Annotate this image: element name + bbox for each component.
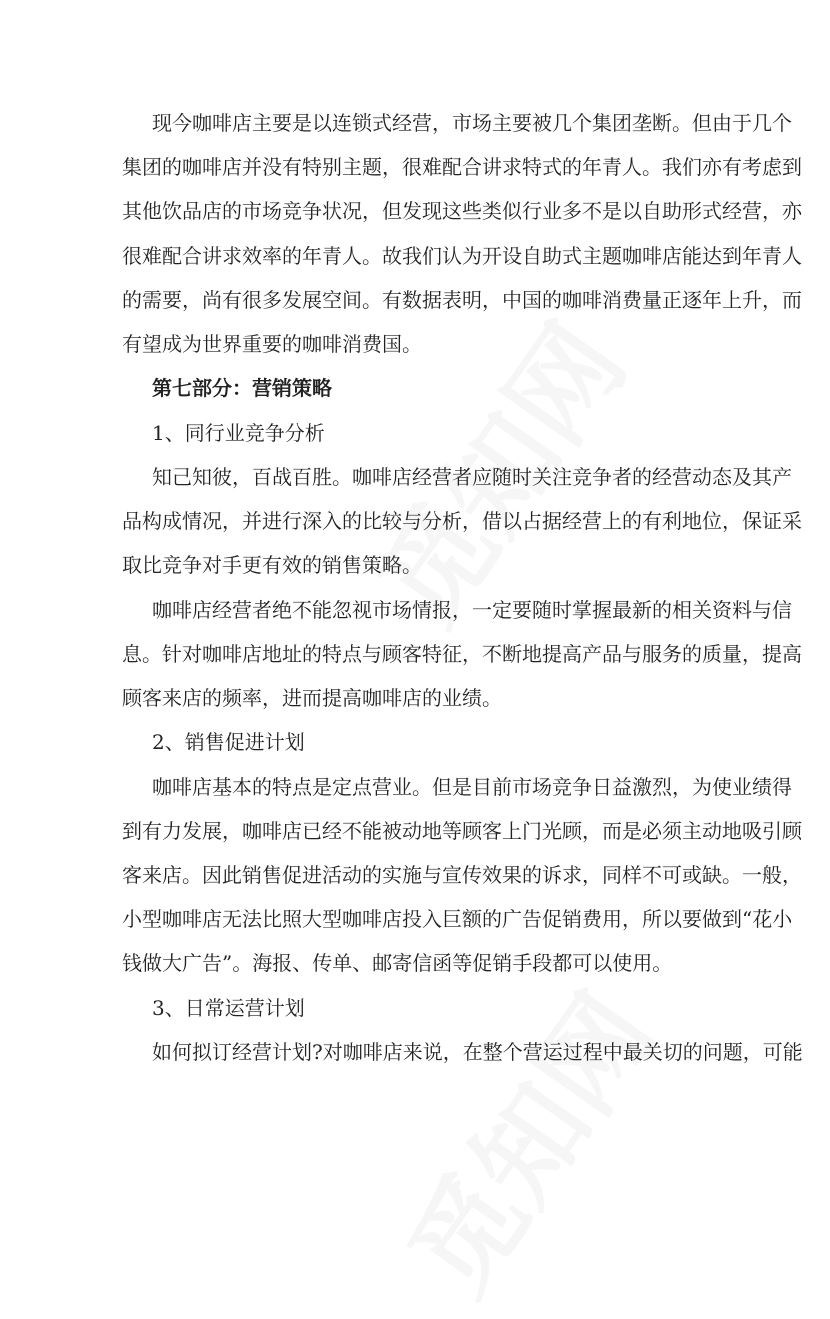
text-line: 1、同行业竞争分析	[152, 420, 325, 445]
text-line: 有望成为世界重要的咖啡消费国。	[122, 332, 422, 357]
text-line: 到有力发展，咖啡店已经不能被动地等顾客上门光顾，而是必须主动地吸引顾	[122, 818, 802, 843]
text-line: 集团的咖啡店并没有特别主题，很难配合讲求特式的年青人。我们亦有考虑到	[122, 155, 802, 180]
text-line: 咖啡店基本的特点是定点营业。但是目前市场竞争日益激烈，为使业绩得	[152, 774, 792, 799]
text-line: 的需要，尚有很多发展空间。有数据表明，中国的咖啡消费量正逐年上升，而	[122, 287, 802, 312]
text-line: 钱做大广告”。海报、传单、邮寄信函等促销手段都可以使用。	[122, 951, 673, 976]
text-line: 咖啡店经营者绝不能忽视市场情报，一定要随时掌握最新的相关资料与信	[152, 597, 792, 622]
text-line: 息。针对咖啡店地址的特点与顾客特征，不断地提高产品与服务的质量，提高	[122, 641, 802, 666]
text-line: 小型咖啡店无法比照大型咖啡店投入巨额的广告促销费用，所以要做到“花小	[122, 907, 793, 932]
section-heading: 第七部分：营销策略	[152, 376, 332, 401]
text-line: 如何拟订经营计划?对咖啡店来说，在整个营运过程中最关切的问题，可能	[152, 1039, 803, 1064]
text-line: 品构成情况，并进行深入的比较与分析，借以占据经营上的有利地位，保证采	[122, 509, 802, 534]
text-line: 很难配合讲求效率的年青人。故我们认为开设自助式主题咖啡店能达到年青人	[122, 243, 802, 268]
text-line: 客来店。因此销售促进活动的实施与宣传效果的诉求，同样不可或缺。一般，	[122, 862, 802, 887]
text-line: 顾客来店的频率，进而提高咖啡店的业绩。	[122, 686, 502, 711]
text-line: 2、销售促进计划	[152, 730, 305, 755]
text-line: 取比竞争对手更有效的销售策略。	[122, 553, 422, 578]
text-line: 其他饮品店的市场竞争状况，但发现这些类似行业多不是以自助形式经营，亦	[122, 199, 802, 224]
text-line: 知己知彼，百战百胜。咖啡店经营者应随时关注竞争者的经营动态及其产	[152, 464, 792, 489]
text-line: 现今咖啡店主要是以连锁式经营，市场主要被几个集团垄断。但由于几个	[152, 111, 792, 135]
text-line: 3、日常运营计划	[152, 995, 305, 1020]
document-body	[122, 101, 803, 1074]
